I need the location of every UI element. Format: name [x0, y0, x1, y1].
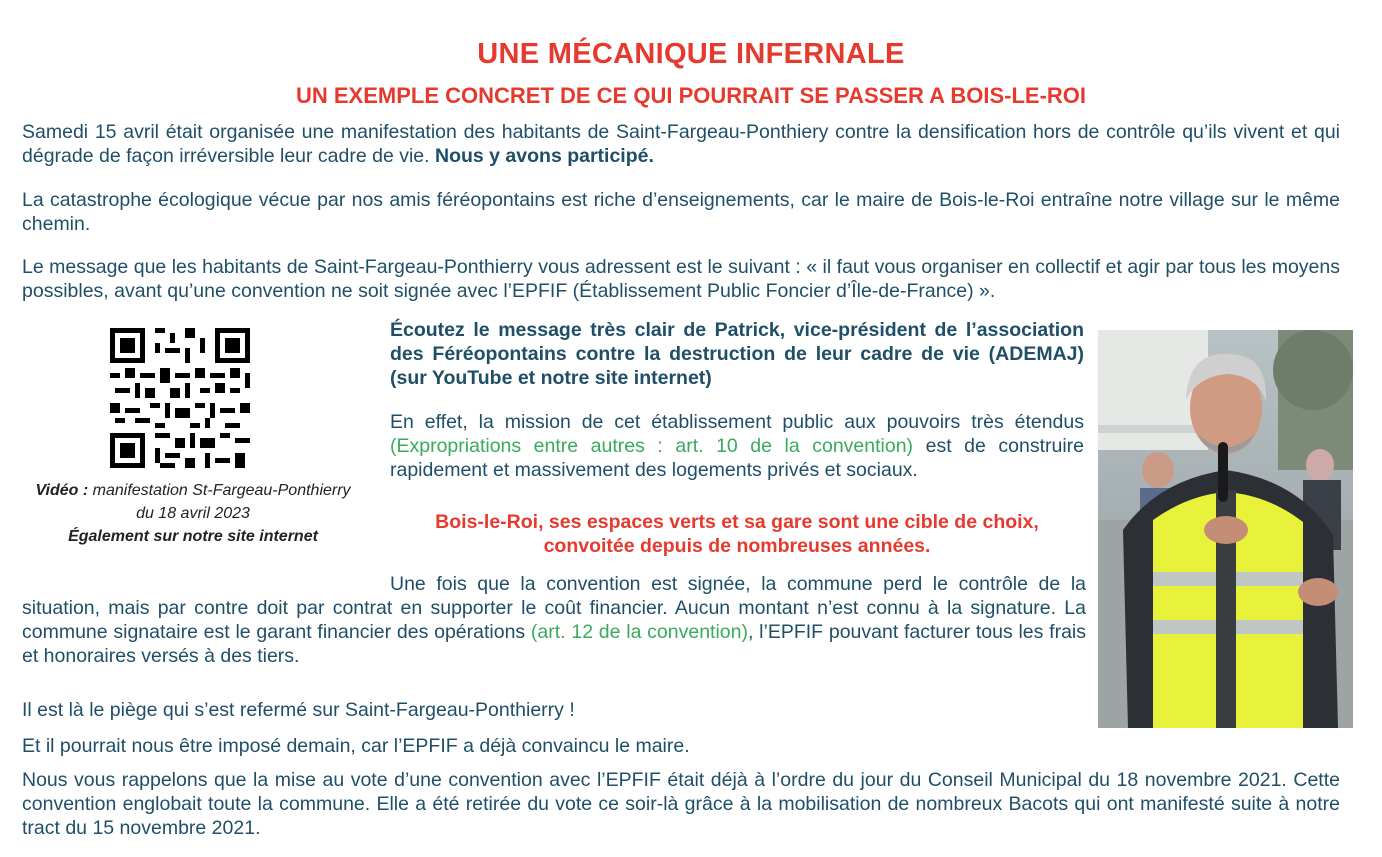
paragraph-message: Le message que les habitants de Saint-Fargeau-Ponthierry vous adressent est le suivant : « il faut vous organiser en collectif et agir par tous les moyens possibles, avant qu’une convention ne soit signée avec l’EPFIF (Établissement Public Foncier d’Île-de-France) ». [22, 256, 1340, 302]
mission-green-ref: (Expropriations entre autres : art. 10 de la convention) [390, 435, 914, 457]
qr-code-graphic [110, 328, 250, 468]
paragraph-catastrophe: La catastrophe écologique vécue par nos amis féréopontains est riche d’enseignements, car le maire de Bois-le-Roi entraîne notre village sur le même chemin. [22, 189, 1340, 235]
mission-paragraph [390, 410, 1084, 482]
patrick-message-heading: Écoutez le message très clair de Patrick, vice-président de l’association des Féréopontains contre la destruction de leur cadre de vie (ADEMAJ) (sur YouTube et notre site internet) [390, 319, 1084, 389]
page-subtitle: UN EXEMPLE CONCRET DE CE QUI POURRAIT SE PASSER A BOIS-LE-ROI [295, 83, 1087, 108]
caption-line-1 [6, 479, 380, 502]
mission-text-a: En effet, la mission de cet établissement public aux pouvoirs très étendus [390, 411, 1084, 433]
photo-illustration [1098, 330, 1353, 728]
paragraph-trap: Il est là le piège qui s’est refermé sur Saint-Fargeau-Ponthierry ! [22, 699, 575, 721]
page-title: UNE MÉCANIQUE INFERNALE [477, 38, 905, 70]
qr-code-icon[interactable] [110, 328, 250, 468]
video-caption [6, 479, 380, 548]
paragraph-reminder: Nous vous rappelons que la mise au vote d’une convention avec l’EPFIF était déjà à l’ordre du jour du Conseil Municipal du 18 novembre 2021. Cette convention englobait toute la commune. Elle a été retirée du vote ce soir-là grâce à la mobilisation de nombreux Bacots qui ont manifesté suite à notre tract du 15 novembre 2021. [22, 769, 1340, 839]
paragraph-intro-bold: Nous y avons participé. [435, 145, 654, 167]
paragraph-imposed: Et il pourrait nous être imposé demain, car l’EPFIF a déjà convaincu le maire. [22, 735, 690, 757]
convention-text-b: , l’EPFIF pouvant facturer tous les frais et honoraires versés à des tiers. [22, 621, 1087, 667]
caption-video-text: manifestation St-Fargeau-Ponthierry [88, 482, 351, 499]
target-warning: Bois-le-Roi, ses espaces verts et sa gare sont une cible de choix, convoitée depuis de nombreuses années. [435, 511, 1039, 557]
caption-video-label: Vidéo : [35, 482, 89, 499]
paragraph-intro-text: Samedi 15 avril était organisée une manifestation des habitants de Saint-Fargeau-Ponthiery contre la densification hors de contrôle qu’ils vivent et qui dégrade de façon irréversible leur cadre de vie. [22, 121, 1340, 167]
paragraph-convention [22, 572, 1086, 668]
convention-text-a: Une fois que la convention est signée, la commune perd le contrôle de la situation, mais par contre doit par contrat en supporter le coût financier. Aucun montant n’est connu à la signature. La commune signataire est le garant financier des opérations [22, 573, 1086, 643]
convention-green-ref: (art. 12 de la convention) [530, 621, 748, 643]
mission-text-b: est de construire rapidement et massivement des logements privés et sociaux. [390, 435, 1084, 481]
paragraph-intro [22, 120, 1340, 168]
caption-line-3: Également sur notre site internet [68, 528, 318, 545]
patrick-photo [1098, 330, 1353, 728]
caption-line-2: du 18 avril 2023 [136, 505, 250, 522]
